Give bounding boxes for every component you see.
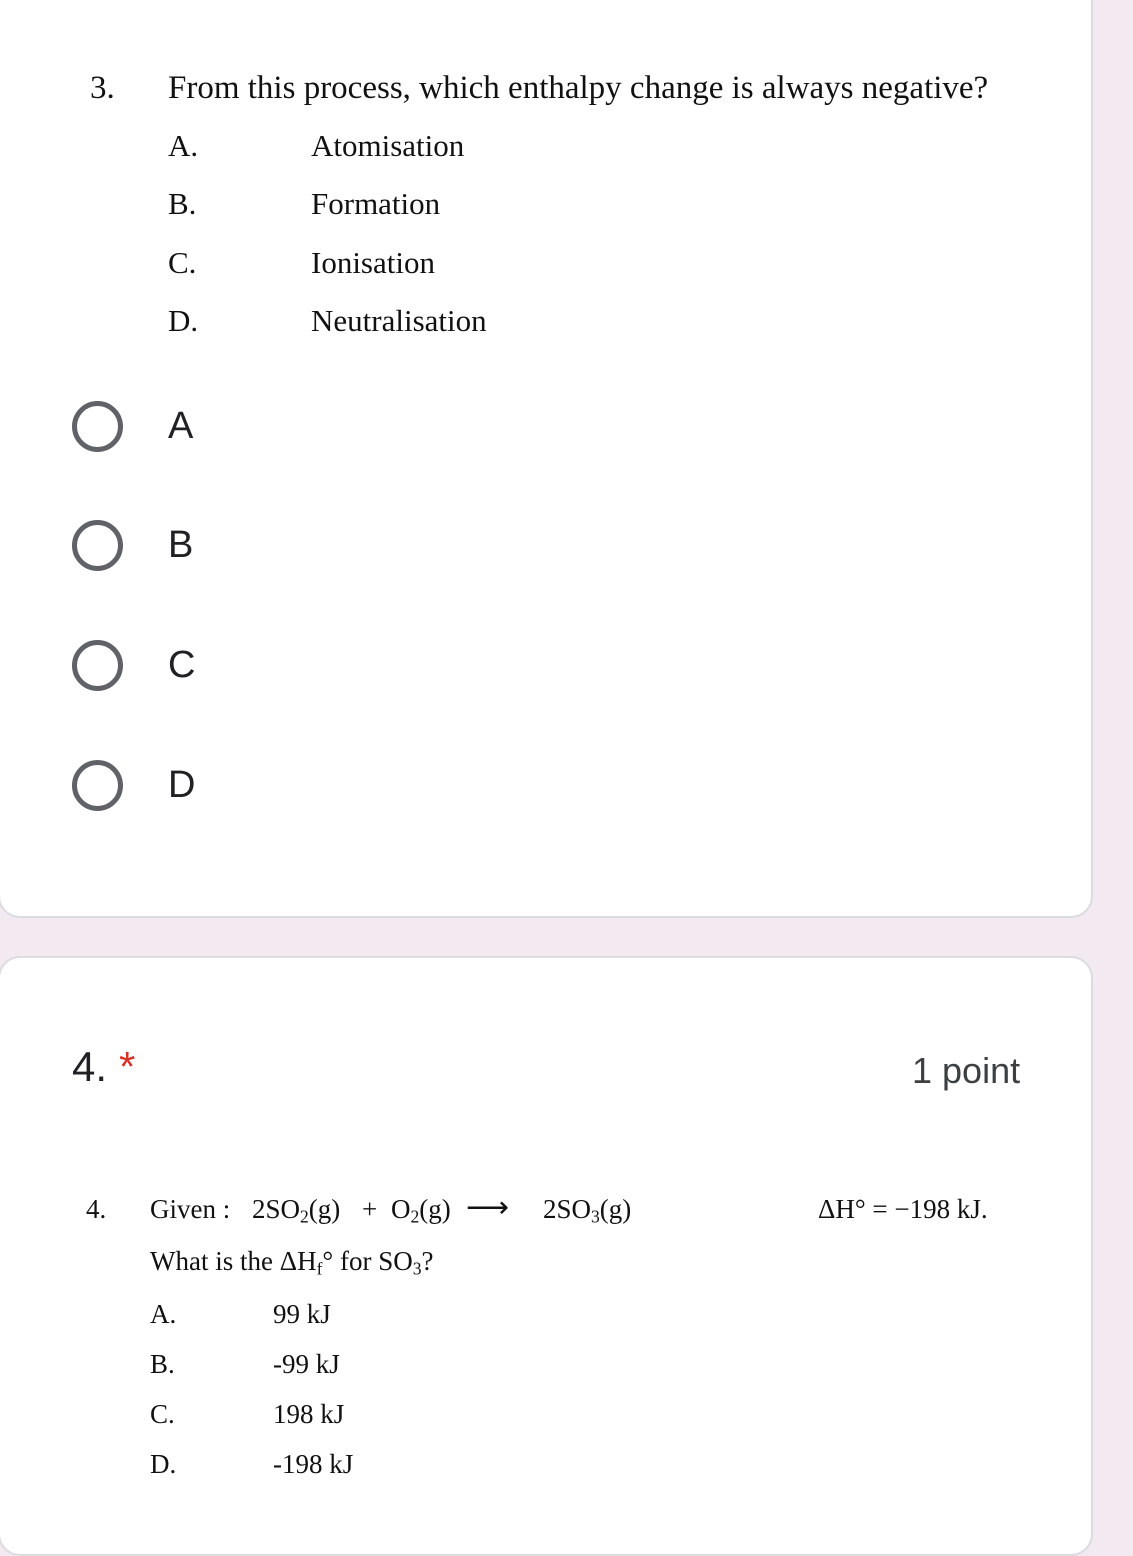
radio-option-b[interactable] — [72, 515, 193, 575]
q3-option-letter: D. — [168, 303, 199, 338]
radio-circle-icon[interactable] — [72, 760, 123, 811]
equation-product: $2SO_3(g)$ — [543, 1194, 632, 1227]
question-title — [72, 1043, 135, 1091]
radio-label: C — [168, 643, 196, 686]
reaction-arrow-icon: ⟶ — [466, 1191, 510, 1224]
question-number: 4. — [72, 1043, 108, 1090]
radio-label: B — [168, 523, 194, 566]
q3-option-text: Formation — [311, 186, 441, 221]
radio-circle-icon[interactable] — [72, 520, 123, 571]
given-label: Given : — [150, 1194, 231, 1224]
equation-reactant-1: $2SO_2(g)$ — [252, 1194, 341, 1227]
radio-option-d[interactable] — [72, 755, 195, 815]
q4-option-text: -99 kJ — [273, 1349, 340, 1379]
radio-label: D — [168, 763, 196, 806]
q3-option-text: Atomisation — [311, 128, 465, 163]
q3-option-text: Ionisation — [311, 245, 435, 280]
q4-question-text: What is the $\Delta H_f^\circ$ for $SO_3$? — [150, 1246, 434, 1279]
q4-option-text: -198 kJ — [273, 1449, 354, 1479]
q3-option-letter: A. — [168, 128, 199, 163]
radio-label: A — [168, 404, 194, 447]
q3-question-text: From this process, which enthalpy change is always negative? — [168, 70, 989, 106]
radio-circle-icon[interactable] — [72, 640, 123, 691]
q4-option-text: 198 kJ — [273, 1399, 345, 1429]
radio-option-c[interactable] — [72, 635, 195, 695]
required-asterisk: * — [119, 1043, 136, 1090]
q3-option-text: Neutralisation — [311, 303, 487, 338]
radio-option-a[interactable] — [72, 396, 193, 456]
q3-option-letter: B. — [168, 186, 197, 221]
delta-h-value: ΔH° = −198 kJ. — [818, 1194, 988, 1224]
q3-option-letter: C. — [168, 245, 197, 280]
q4-option-letter: A. — [150, 1299, 177, 1329]
radio-circle-icon[interactable] — [72, 401, 123, 452]
q4-image-number: 4. — [86, 1194, 107, 1224]
q4-option-letter: C. — [150, 1399, 175, 1429]
q4-option-letter: B. — [150, 1349, 175, 1379]
q4-option-letter: D. — [150, 1449, 177, 1479]
q4-option-text: 99 kJ — [273, 1299, 331, 1329]
equation-plus: + — [362, 1194, 378, 1224]
points-label: 1 point — [912, 1050, 1021, 1091]
q3-number: 3. — [90, 70, 115, 106]
equation-reactant-2: $O_2(g)$ — [391, 1194, 451, 1227]
